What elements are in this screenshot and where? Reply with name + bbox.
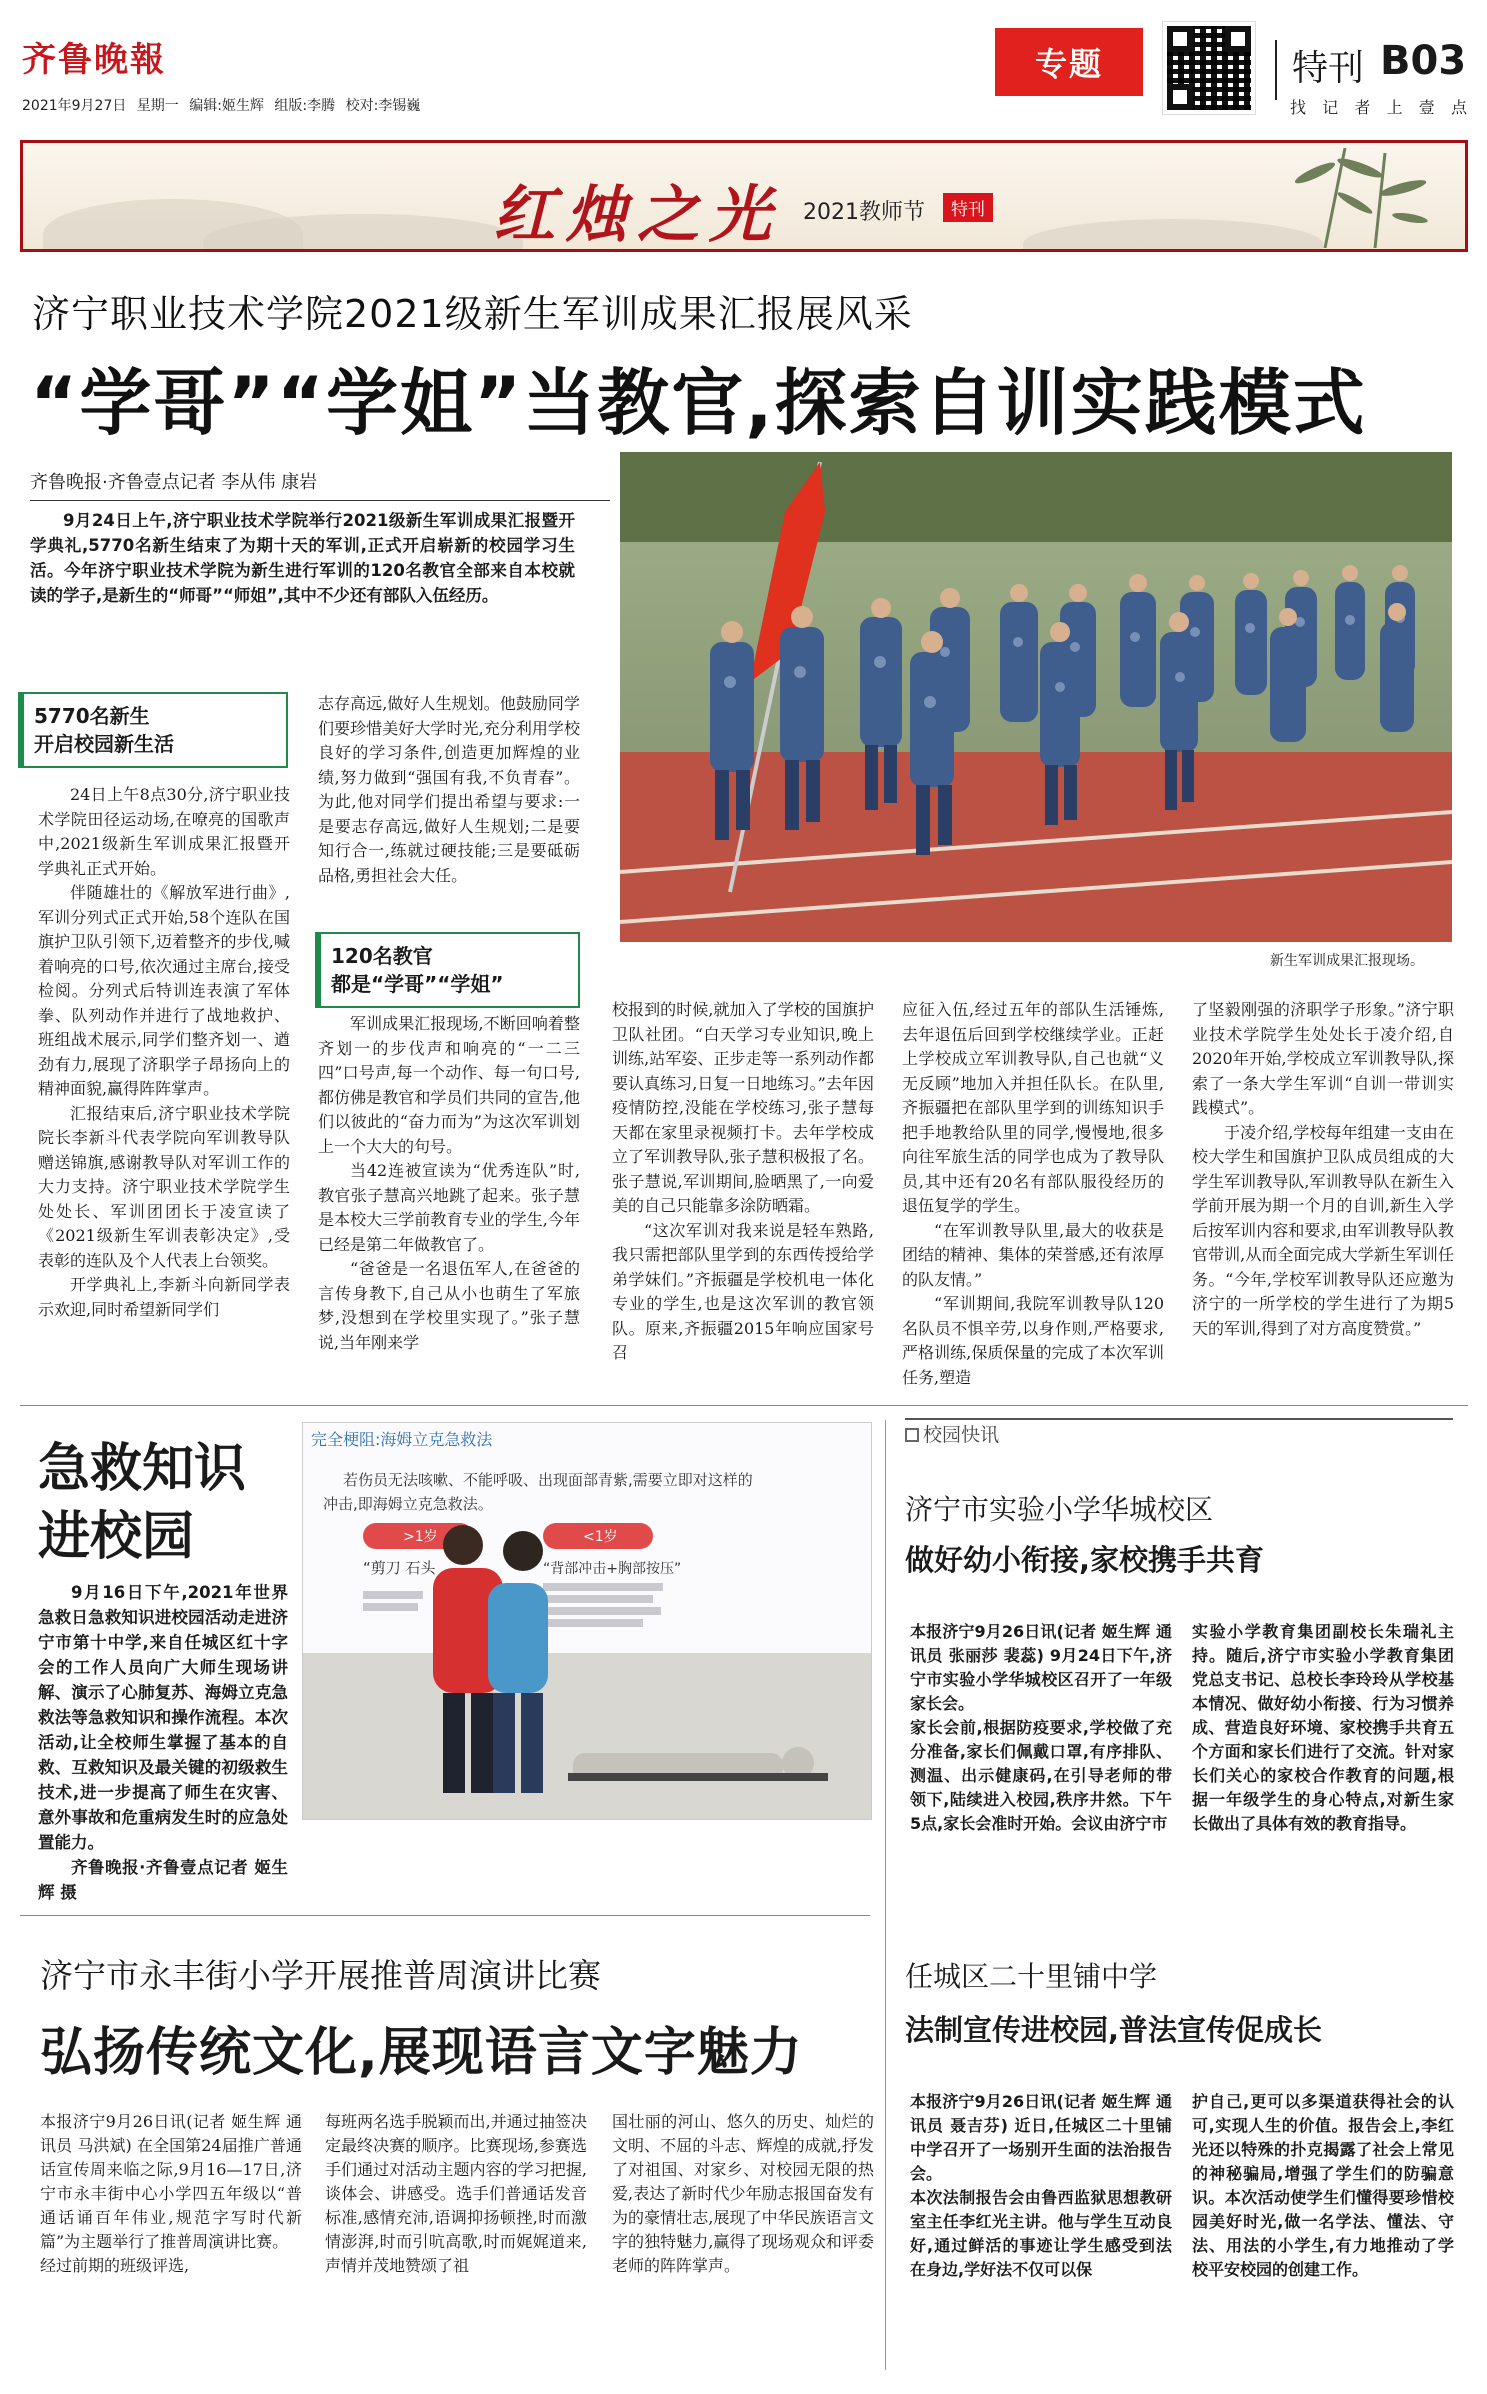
- square-icon: [905, 1428, 919, 1442]
- paragraph: “军训期间,我院军训教导队120名队员不惧辛劳,以身作则,严格要求,严格训练,保质保量的完成了本次军训任务,塑造: [902, 1294, 1164, 1387]
- bottom-column-3: 国壮丽的河山、悠久的历史、灿烂的文明、不屈的斗志、辉煌的成就,抒发了对祖国、对家乡、对校园无限的热爱,表达了新时代少年励志报国奋发有为的豪情壮志,展现了中华民族语言文字的独特魅力,赢得了现场观众和评委老师的阵阵掌声。: [612, 2112, 874, 2275]
- page-number: B03: [1380, 38, 1467, 84]
- lead-byline: 齐鲁晚报·齐鲁壹点记者 李从伟 康岩: [30, 468, 610, 501]
- lead-column-4: [902, 998, 1164, 1390]
- brief1-kicker: 济宁市实验小学华城校区: [905, 1493, 1214, 1526]
- paragraph: 24日上午8点30分,济宁职业技术学院田径运动场,在嘹亮的国歌声中,2021级新生军训成果汇报暨开学典礼正式开始。: [38, 785, 290, 878]
- qr-code-icon: [1163, 22, 1255, 114]
- screen-line: 若伤员无法咳嗽、不能呼吸、出现面部青紫,需要立即对这样的: [343, 1471, 753, 1489]
- paragraph: 应征入伍,经过五年的部队生活锤炼,去年退伍后回到学校继续学业。正赶上学校成立军训教导队,自己也就“义无反顾”地加入并担任队长。在队里,齐振疆把在部队里学到的训练知识手把手地教给队里的同学,慢慢地,很多向往军旅生活的同学也成为了教导队员,其中还有20名有部队服役经历的退伍复学的学生。: [902, 1000, 1164, 1215]
- screen-caption: “剪刀 石头: [363, 1559, 436, 1577]
- paragraph: 开学典礼上,李新斗向新同学表示欢迎,同时希望新同学们: [38, 1275, 290, 1319]
- paragraph: 军训成果汇报现场,不断回响着整齐划一的步伐声和响亮的“一二三四”口号声,每一个动作、每一句口号,都仿佛是教官和学员们共同的宣告,他们以彼此的“奋力而为”为这次军训划上一个大大的句号。: [318, 1014, 580, 1156]
- bottom-headline: 弘扬传统文化,展现语言文字魅力: [40, 2023, 803, 2083]
- slogan-char: 找: [1290, 98, 1310, 117]
- paragraph: “这次军训对我来说是轻车熟路,我只需把部队里学到的东西传授给学弟学妹们。”齐振疆是学校机电一体化专业的学生,也是这次军训的教官领队。原来,齐振疆2015年响应国家号召: [612, 1220, 874, 1362]
- subhead-new-students: 5770名新生 开启校园新生活: [18, 692, 288, 768]
- slogan-char: 上: [1386, 98, 1406, 117]
- lead-column-3: [612, 998, 874, 1366]
- special-issue-label: 特刊: [1292, 48, 1365, 89]
- paragraph: 志存高远,做好人生规划。他鼓励同学们要珍惜美好大学时光,充分利用学校良好的学习条件,创造更加辉煌的业绩,努力做到“强国有我,不负青春”。为此,他对同学们提出希望与要求:一是要志存高远,做好人生规划;二是要知行合一,练就过硬技能;三是要砥砺品格,勇担社会大任。: [318, 694, 580, 885]
- screen-caption: “背部冲击+胸部按压”: [543, 1561, 682, 1577]
- brief2-column-b: 护自己,更可以多渠道获得社会的认可,实现人生的价值。报告会上,李红光还以特殊的扑克揭露了社会上常见的神秘骗局,增强了学生们的防骗意识。本次活动使学生们懂得要珍惜校园美好时光,做一名学法、懂法、守法、用法的小学生,有力地推动了学校平安校园的创建工作。: [1192, 2092, 1454, 2279]
- lead-column-1: [38, 783, 290, 1322]
- banner-tag: 特刊: [943, 193, 993, 222]
- first-aid-photo: [302, 1422, 872, 1820]
- brief2-column-a: 本报济宁9月26日讯(记者 姬生辉 通讯员 聂吉芬) 近日,任城区二十里铺中学召开了一场别开生面的法治报告会。 本次法制报告会由鲁西监狱思想教研室主任李红光主讲。他与学生互动良好,通过鲜活的事迹让学生感受到法在身边,学好法不仅可以保: [910, 2092, 1172, 2279]
- lead-column-5: [1192, 998, 1454, 1341]
- lead-column-2a: [318, 692, 580, 888]
- brief1-column-b: 实验小学教育集团副校长朱瑞礼主持。随后,济宁市实验小学教育集团党总支书记、总校长李玲玲从学校基本情况、做好幼小衔接、行为习惯养成、营造良好环境、家校携手共育五个方面和家长们进行了交流。针对家长们关心的家校合作教育的问题,根据一年级学生的身心特点,对新生家长做出了具体有效的教育指导。: [1192, 1622, 1454, 1833]
- photo-caption: 新生军训成果汇报现场。: [1270, 953, 1424, 969]
- slogan: [1290, 95, 1470, 118]
- masthead-divider: [1275, 40, 1277, 100]
- military-training-photo: [620, 452, 1452, 942]
- bamboo-illustration: [1285, 148, 1435, 248]
- newspaper-logo: 齐鲁晚報: [22, 40, 166, 80]
- brief2-kicker: 任城区二十里铺中学: [905, 1960, 1158, 1993]
- subhead-instructors: 120名教官 都是“学哥”“学姐”: [315, 932, 580, 1008]
- paragraph: “爸爸是一名退伍军人,在爸爸的言传身教下,自己从小也萌生了军旅梦,没想到在学校里实现了。”张子慧说,当年刚来学: [318, 1259, 580, 1352]
- slogan-char: 记: [1322, 98, 1342, 117]
- slogan-char: 壹: [1418, 98, 1438, 117]
- screen-tag: <1岁: [583, 1529, 618, 1545]
- paragraph: 当42连被宣读为“优秀连队”时,教官张子慧高兴地跳了起来。张子慧是本校大三学前教育专业的学生,今年已经是第二年做教官了。: [318, 1161, 580, 1254]
- lead-paragraph: 9月24日上午,济宁职业技术学院举行2021级新生军训成果汇报暨开学典礼,5770名新生结束了为期十天的军训,正式开启崭新的校园学习生活。今年济宁职业技术学院为新生进行军训的120名教官全部来自本校就读的学子,是新生的“师哥”“师姐”,其中不少还有部队入伍经历。: [30, 511, 575, 605]
- bottom-kicker: 济宁市永丰街小学开展推普周演讲比赛: [40, 1956, 601, 1995]
- screen-line: 冲击,即海姆立克急救法。: [323, 1495, 493, 1513]
- paragraph: 汇报结束后,济宁职业技术学院院长李新斗代表学院向军训教导队赠送锦旗,感谢教导队对军训工作的大力支持。济宁职业技术学院学生处处长、军训团团长于凌宣读了《2021级新生军训表彰决定》,受表彰的连队及个人代表上台领奖。: [38, 1103, 290, 1270]
- lead-column-2b: [318, 1012, 580, 1355]
- column-separator: [885, 1420, 886, 2370]
- bottom-column-1: 本报济宁9月26日讯(记者 姬生辉 通讯员 马洪斌) 在全国第24届推广普通话宣传周来临之际,9月16—17日,济宁市永丰街中心小学四五年级以“普通话诵百年伟业,规范字写时代新篇”为主题举行了推普周演讲比赛。 经过前期的班级评选,: [40, 2112, 302, 2275]
- brief2-headline: 法制宣传进校园,普法宣传促成长: [905, 2013, 1323, 2047]
- screen-title: 完全梗阻:海姆立克急救法: [311, 1430, 493, 1449]
- paragraph: 校报到的时候,就加入了学校的国旗护卫队社团。“白天学习专业知识,晚上训练,站军姿、正步走等一系列动作都要认真练习,日复一日地练习。”去年因疫情防控,没能在学校练习,张子慧每天都在家里录视频打卡。去年学校成立了军训教导队,张子慧积极报了名。张子慧说,军训期间,脸晒黑了,一向爱美的自己只能靠多涂防晒霜。: [612, 1000, 874, 1215]
- briefs-label: [905, 1420, 999, 1447]
- topic-tab: 专题: [995, 28, 1143, 96]
- brief1-headline: 做好幼小衔接,家校携手共育: [905, 1543, 1265, 1577]
- section-divider: [20, 1405, 1468, 1406]
- slogan-char: 点: [1450, 98, 1470, 117]
- first-aid-body: [38, 1580, 288, 1905]
- paragraph: 伴随雄壮的《解放军进行曲》,军训分列式正式开始,58个连队在国旗护卫队引领下,迈着整齐的步伐,喊着响亮的口号,依次通过主席台,接受检阅。分列式后特训连表演了军体拳、队列动作并进行了战地救护、班组战术展示,同学们整齐划一、遒劲有力,展现了济职学子昂扬向上的精神面貌,赢得阵阵掌声。: [38, 883, 290, 1098]
- lead-kicker: 济宁职业技术学院2021级新生军训成果汇报展风采: [32, 292, 913, 336]
- section-banner: [20, 140, 1468, 252]
- screen-tag: >1岁: [403, 1529, 438, 1545]
- briefs-label-text: 校园快讯: [923, 1424, 1000, 1446]
- section-divider: [20, 1915, 870, 1916]
- bottom-column-2: 每班两名选手脱颖而出,并通过抽签决定最终决赛的顺序。比赛现场,参赛选手们通过对活动主题内容的学习把握,谈体会、讲感受。选手们普通话发音标准,感情充沛,语调抑扬顿挫,时而激情澎湃,时而引吭高歌,时而娓娓道来,声情并茂地赞颂了祖: [325, 2112, 587, 2275]
- paragraph: 了坚毅刚强的济职学子形象。”济宁职业技术学院学生处处长于凌介绍,自2020年开始,学校成立军训教导队,探索了一条大学生军训“自训一带训实践模式”。: [1192, 1000, 1454, 1117]
- issue-meta: 2021年9月27日 星期一 编辑:姬生辉 组版:李腾 校对:李锡巍: [22, 98, 421, 114]
- first-aid-title: 急救知识 进校园: [38, 1439, 247, 1567]
- banner-calligraphy: 红烛之光: [493, 178, 782, 251]
- lead-headline: “学哥”“学姐”当教官,探索自训实践模式: [30, 361, 1367, 445]
- photo-credit: 齐鲁晚报·齐鲁壹点记者 姬生辉 摄: [38, 1858, 288, 1902]
- paragraph: 于凌介绍,学校每年组建一支由在校大学生和国旗护卫队成员组成的大学生军训教导队,军训教导队在新生入学前开展为期一个月的自训,新生入学后按军训内容和要求,由军训教导队教官带训,从而全面完成大学新生军训任务。“今年,学校军训教导队还应邀为济宁的一所学校的学生进行了为期5天的军训,得到了对方高度赞赏。”: [1192, 1122, 1454, 1338]
- paragraph: “在军训教导队里,最大的收获是团结的精神、集体的荣誉感,还有浓厚的队友情。”: [902, 1220, 1164, 1289]
- banner-subtitle: 2021教师节: [803, 200, 925, 225]
- slogan-char: 者: [1354, 98, 1374, 117]
- paragraph: 9月16日下午,2021年世界急救日急救知识进校园活动走进济宁市第十中学,来自任城区红十字会的工作人员向广大师生现场讲解、演示了心肺复苏、海姆立克急救法等急救知识和操作流程。本次活动,让全校师生掌握了基本的自救、互救知识及最关键的初级救生技术,进一步提高了师生在灾害、意外事故和危重病发生时的应急处置能力。: [38, 1583, 288, 1852]
- brief1-column-a: 本报济宁9月26日讯(记者 姬生辉 通讯员 张丽莎 裴蕊) 9月24日下午,济宁市实验小学华城校区召开了一年级家长会。 家长会前,根据防疫要求,学校做了充分准备,家长们佩戴口罩,有序排队、测温、出示健康码,在引导老师的带领下,陆续进入校园,秩序井然。下午5点,家长会准时开始。会议由济宁市: [910, 1622, 1172, 1833]
